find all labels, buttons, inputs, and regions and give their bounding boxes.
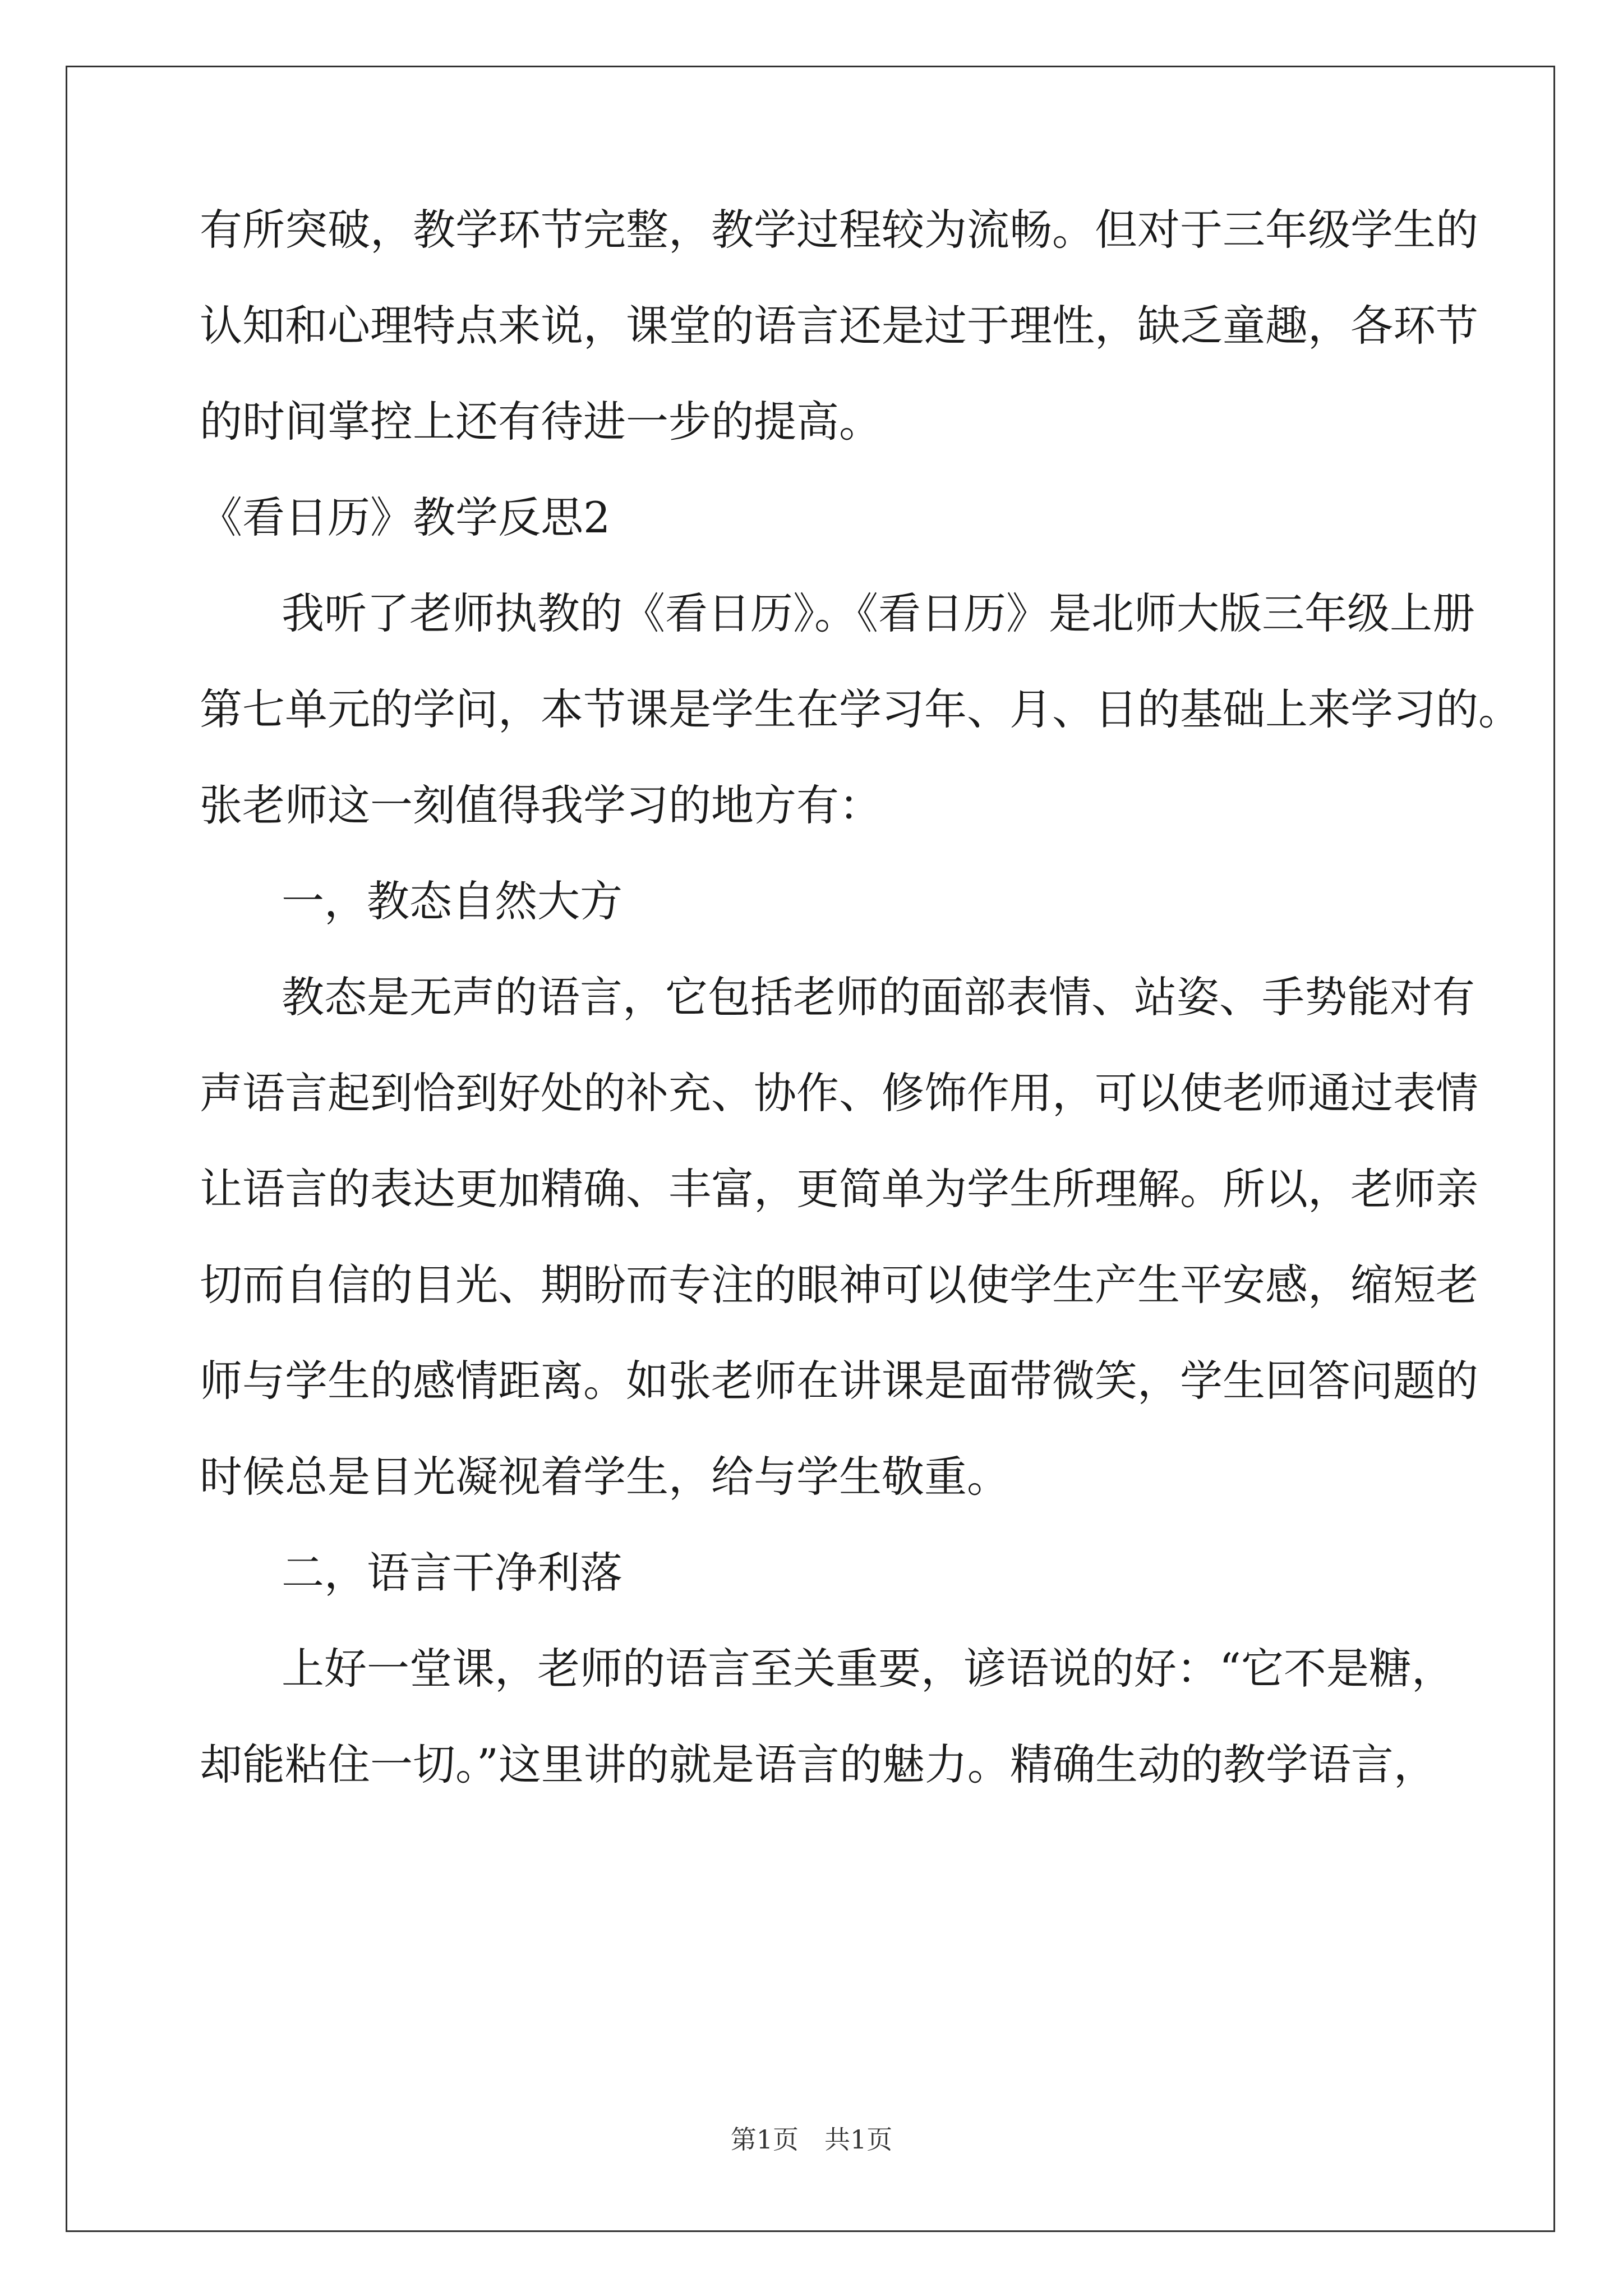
- text-line: 让语言的表达更加精确、丰富，更简单为学生所理解。所以，老师亲: [200, 1164, 1478, 1214]
- text-line: 师与学生的感情距离。如张老师在讲课是面带微笑，学生回答问题的: [200, 1356, 1478, 1406]
- text-line: 上好一堂课，老师的语言至关重要，谚语说的好：“它不是糖，: [282, 1644, 1454, 1694]
- page-border: [66, 66, 1555, 2232]
- section-heading: 《看日历》教学反思2: [200, 493, 611, 542]
- text-line: 认知和心理特点来说，课堂的语言还是过于理性，缺乏童趣，各环节: [200, 301, 1478, 351]
- text-line: 张老师这一刻值得我学习的地方有：: [200, 780, 882, 830]
- text-line: 有所突破，教学环节完整，教学过程较为流畅。但对于三年级学生的: [200, 205, 1478, 255]
- text-line: 声语言起到恰到好处的补充、协作、修饰作用，可以使老师通过表情: [200, 1068, 1478, 1118]
- text-line: 却能粘住一切。”这里讲的就是语言的魅力。精确生动的教学语言，: [200, 1740, 1436, 1789]
- text-line: 时候总是目光凝视着学生，给与学生敬重。: [200, 1452, 1009, 1502]
- text-line: 教态是无声的语言，它包括老师的面部表情、站姿、手势能对有: [282, 972, 1475, 1022]
- text-line: 我听了老师执教的《看日历》。《看日历》是北师大版三年级上册: [282, 588, 1475, 638]
- text-line: 切而自信的目光、期盼而专注的眼神可以使学生产生平安感，缩短老: [200, 1260, 1478, 1310]
- text-line: 第七单元的学问，本节课是学生在学习年、月、日的基础上来学习的。: [200, 684, 1521, 734]
- subheading: 二，语言干净利落: [282, 1548, 623, 1598]
- subheading: 一，教态自然大方: [282, 876, 623, 926]
- page-footer: 第1页 共1页: [730, 2124, 893, 2155]
- text-line: 的时间掌控上还有待进一步的提高。: [200, 397, 882, 447]
